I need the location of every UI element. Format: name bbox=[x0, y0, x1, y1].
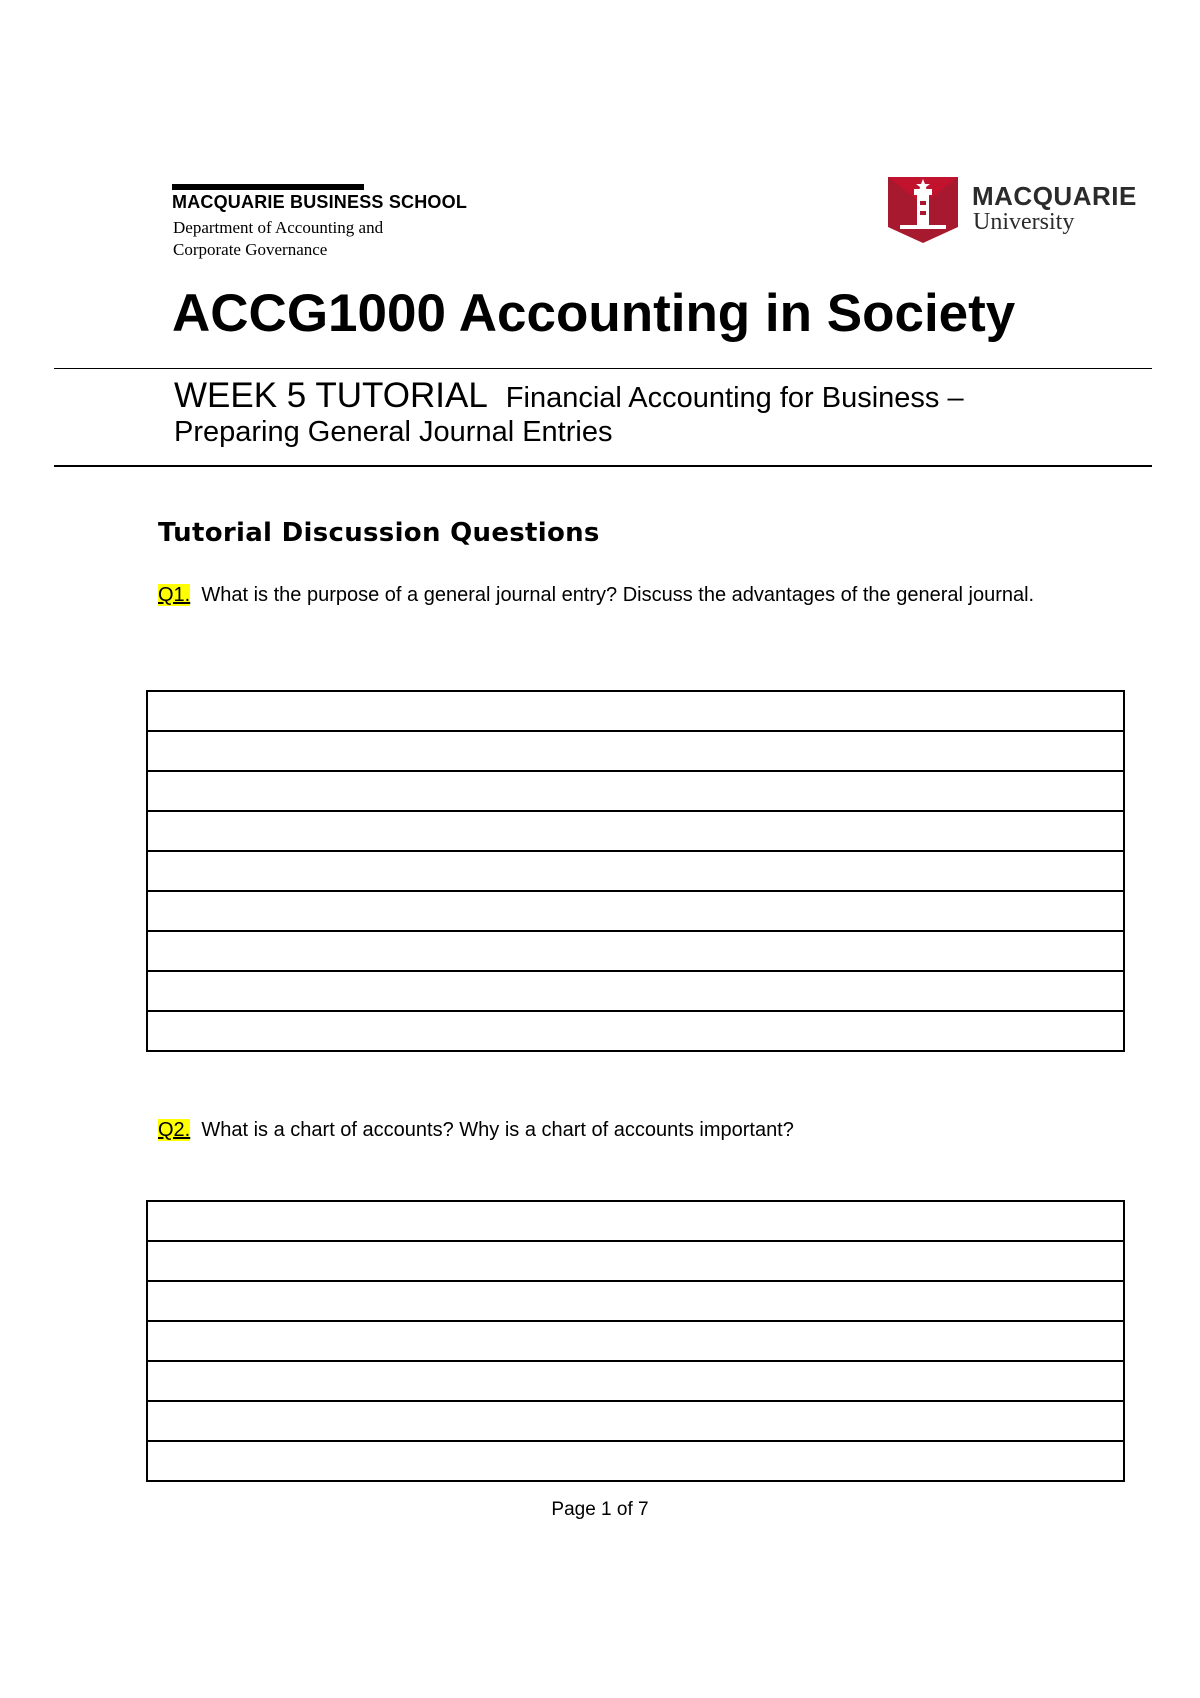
header-rule-bottom bbox=[54, 465, 1152, 467]
school-name-bar bbox=[172, 184, 364, 190]
answer-line[interactable] bbox=[147, 1321, 1124, 1361]
answer-line[interactable] bbox=[147, 1401, 1124, 1441]
question-2 bbox=[158, 1117, 1108, 1144]
subtitle-line-1: Financial Accounting for Business – bbox=[505, 382, 964, 414]
answer-line[interactable] bbox=[147, 1361, 1124, 1401]
question-number: Q2. bbox=[158, 1119, 191, 1141]
question-text: What is a chart of accounts? Why is a chart of accounts important? bbox=[201, 1119, 794, 1141]
page-number: Page 1 of 7 bbox=[551, 1499, 649, 1520]
answer-line[interactable] bbox=[147, 811, 1124, 851]
header-rule-top bbox=[54, 368, 1152, 369]
lighthouse-shield-icon bbox=[888, 177, 958, 243]
answer-box-q2 bbox=[146, 1200, 1125, 1482]
question-1 bbox=[158, 582, 1108, 609]
answer-box-q1 bbox=[146, 690, 1125, 1052]
answer-line[interactable] bbox=[147, 1281, 1124, 1321]
logo-wordmark: MACQUARIE bbox=[972, 181, 1137, 211]
answer-line[interactable] bbox=[147, 1201, 1124, 1241]
section-heading: Tutorial Discussion Questions bbox=[158, 518, 600, 548]
department-name bbox=[173, 217, 473, 261]
answer-line[interactable] bbox=[147, 771, 1124, 811]
answer-line[interactable] bbox=[147, 891, 1124, 931]
answer-line[interactable] bbox=[147, 1011, 1124, 1051]
course-title: ACCG1000 Accounting in Society bbox=[172, 284, 1016, 343]
department-line-1: Department of Accounting and bbox=[173, 218, 384, 237]
answer-line[interactable] bbox=[147, 1241, 1124, 1281]
week-heading bbox=[174, 376, 964, 416]
answer-line[interactable] bbox=[147, 931, 1124, 971]
answer-line[interactable] bbox=[147, 691, 1124, 731]
question-text: What is the purpose of a general journal entry? Discuss the advantages of the general journal. bbox=[201, 584, 1035, 606]
answer-line[interactable] bbox=[147, 731, 1124, 771]
subtitle-line-2: Preparing General Journal Entries bbox=[174, 416, 613, 448]
answer-line[interactable] bbox=[147, 971, 1124, 1011]
week-label: WEEK 5 TUTORIAL bbox=[174, 376, 488, 415]
answer-line[interactable] bbox=[147, 1441, 1124, 1481]
school-name: MACQUARIE BUSINESS SCHOOL bbox=[172, 192, 468, 212]
question-number: Q1. bbox=[158, 584, 191, 606]
logo-subword: University bbox=[973, 209, 1075, 235]
answer-line[interactable] bbox=[147, 851, 1124, 891]
department-line-2: Corporate Governance bbox=[173, 240, 328, 259]
